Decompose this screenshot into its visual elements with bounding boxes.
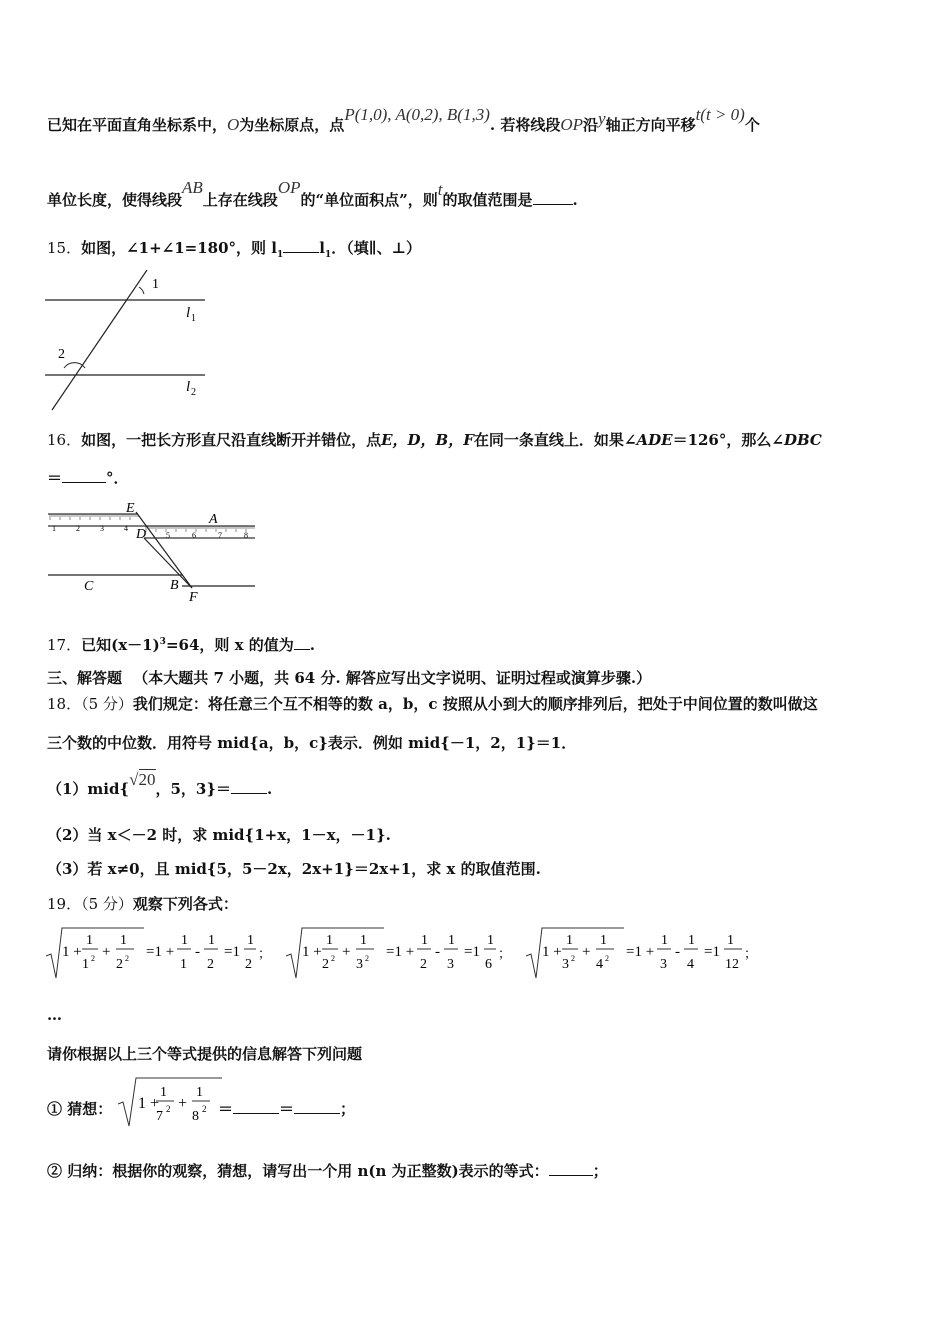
question-number: 19． [47,895,82,913]
q19-part1-blanks [218,1098,355,1119]
q19-prompt [47,1043,362,1064]
term-one: 1 + [542,944,562,960]
section-title: 三、解答题 [47,669,123,687]
question-number: 18． [47,695,82,713]
answer-blank-2[interactable] [294,1099,340,1114]
q15-figure [40,270,220,415]
frac-den: 2 [207,957,214,972]
semicolon: ； [258,946,272,961]
num-1: 1 [160,1085,167,1100]
frac-den: 12 [725,957,739,972]
intro-text: 的取值范围是 [442,191,533,209]
frac-den: 1 [82,957,89,972]
q17-text-c: . [309,636,316,654]
term-one: 1 + [62,944,82,960]
frac-num: 1 [727,933,734,948]
answer-blank[interactable] [294,635,310,650]
q19-prompt-text: 请你根据以上三个等式提供的信息解答下列问题 [47,1045,363,1063]
q18-part3 [47,858,541,879]
plus: + [102,944,111,960]
label-F: F [189,590,198,605]
q15-text-c: ．（填∥、⊥） [331,239,422,257]
intro-text: 上存在线段 [202,191,278,209]
q16-text-line2 [47,467,129,488]
frac-den: 2 [116,957,123,972]
angle1-label: 1 [152,277,159,292]
tick-label: 2 [76,524,80,533]
math-y: y [598,109,606,128]
frac-num: 1 [120,933,127,948]
tick-label: 8 [244,531,248,540]
label-D: D [136,527,147,542]
q18-line2 [47,732,576,753]
equals-result: =1 [464,944,480,960]
answer-blank[interactable] [231,779,267,794]
frac-num: 1 [487,933,494,948]
tick-label: 7 [218,531,222,540]
math-points: P(1,0), A(0,2), B(1,3) [344,105,490,124]
q18-p1-c: . [267,780,273,798]
math-OP: OP [277,178,301,197]
answer-blank[interactable] [549,1161,593,1176]
q18-p2: （2）当 x＜－2 时，求 mid{1+x，1－x，－1}. [47,826,391,844]
q15-text [47,237,421,260]
frac-num: 1 [688,933,695,948]
q16-angle1: ADE [636,431,673,449]
q18-text: 我们规定：将任意三个互不相等的数 a，b，c 按照从小到大的顺序排列后，把处于中间位置的数叫做这 [132,695,818,713]
q18-text: 三个数的中位数．用符号 mid{a，b，c}表示．例如 mid{－1，2，1}＝1． [47,734,577,752]
intro-line-1 [47,105,760,135]
label-A: A [209,512,218,527]
one: 1 + [138,1095,160,1112]
q19-formulas [44,922,784,982]
tick-label: 1 [52,524,56,533]
frac-num: 1 [566,933,573,948]
section-note: （本大题共 7 小题，共 64 分. 解答应写出文字说明、证明过程或演算步骤.） [133,669,652,687]
question-score: （5 分） [81,695,133,713]
label-C: C [84,579,94,594]
q15-text-a: 如图，∠1+∠1=180°，则 l [81,239,277,257]
equals-one-plus: =1 + [626,944,655,960]
intro-text: 为坐标原点，点 [239,116,345,134]
q19-part2 [47,1160,608,1181]
q16-text-b: 在同一条直线上．如果∠ [473,431,637,449]
q16-text-a: 如图，一把长方形直尺沿直线断开并错位，点 [81,431,382,449]
q18-p1-a: （1）mid{ [47,780,130,798]
equals-result: =1 [224,944,240,960]
question-number: 15． [47,239,82,257]
q19-p2-text: ② 归纳：根据你的观察，猜想，请写出一个用 n(n 为正整数)表示的等式： [47,1162,549,1180]
intro-text: . [572,191,578,209]
q18-part1 [47,770,273,799]
exp-2: 2 [166,1104,171,1114]
sqrt-20: √20 [129,770,156,789]
semicolon: ； [340,1100,356,1118]
subscript: 1 [324,250,332,260]
q18-part2 [47,824,391,845]
plus: + [342,944,351,960]
frac-den: 4 [687,957,694,972]
exp: 2 [571,954,575,963]
q19-title-text: 观察下列各式： [132,895,238,913]
frac-num: 1 [360,933,367,948]
q16-points: E，D，B，F [381,431,474,449]
answer-blank[interactable] [283,238,319,253]
radicand: 20 [138,770,156,789]
label-E: E [126,501,135,516]
tick-label: 3 [100,524,104,533]
answer-blank-1[interactable] [233,1099,279,1114]
tick-label: 5 [166,531,170,540]
den-7: 7 [156,1109,163,1124]
frac-num: 1 [326,933,333,948]
intro-text: 个 [744,116,760,134]
math-AB: AB [182,178,203,197]
formula-group [46,928,757,978]
exp: 2 [365,954,369,963]
q19-p1-label: ① 猜想： [47,1100,113,1118]
answer-blank[interactable] [533,190,573,205]
q18-line1 [47,693,818,714]
q16-figure [46,500,258,605]
q17-text-a: 已知(x－1) [81,636,160,654]
answer-blank[interactable] [62,468,106,483]
intro-text: 轴正方向平移 [605,116,696,134]
ruler-ticks-left [50,514,138,533]
q16-text-c: ＝126°，那么∠ [672,431,784,449]
frac-num: 1 [448,933,455,948]
math-O: O [227,115,240,134]
frac-den: 4 [596,957,603,972]
q19-ellipsis [47,1006,62,1024]
equals-one-plus: =1 + [146,944,175,960]
transversal [52,270,147,410]
equals-one-plus: =1 + [386,944,415,960]
angle2-arc [64,363,85,368]
superscript: 3 [159,637,166,647]
frac-num: 1 [208,933,215,948]
frac-den: 3 [447,957,454,972]
term-one: 1 + [302,944,322,960]
q18-p3: （3）若 x≠0，且 mid{5，5－2x，2x+1}＝2x+1，求 x 的取值范围. [47,860,541,878]
intro-line-2 [47,178,578,210]
plus: + [582,944,591,960]
q16-text-line1 [47,429,822,450]
l1-label: l [186,305,191,321]
q19-p2-end: ； [592,1162,608,1180]
q17-text [47,634,315,655]
frac-den: 2 [322,957,329,972]
frac-num: 1 [247,933,254,948]
semicolon: ； [498,946,512,961]
minus: - [435,944,440,960]
den-8: 8 [192,1109,199,1124]
semicolon: ； [744,946,758,961]
math-t-cond: t(t > 0) [695,105,745,124]
q19-guess-formula [114,1074,224,1130]
plus: + [178,1095,188,1112]
exp: 2 [331,954,335,963]
intro-text: 的“单位面积点”，则 [300,191,438,209]
num-1b: 1 [196,1085,203,1100]
intro-text: 单位长度，使得线段 [47,191,183,209]
q17-text-b: =64，则 x 的值为 [165,636,294,654]
frac-den: 1 [180,957,187,972]
question-score: （5 分） [81,895,133,913]
frac-den: 3 [562,957,569,972]
q15-text-b: l [319,239,325,257]
tick-label: 4 [124,524,128,533]
radical-sign [46,928,144,978]
q16-eq: ＝ [47,469,63,487]
intro-text: 沿 [583,116,599,134]
frac-num: 1 [600,933,607,948]
frac-num: 1 [86,933,93,948]
minus: - [675,944,680,960]
l1-sub: 1 [191,313,196,324]
exp: 2 [125,954,129,963]
q16-angle2: DBC [783,431,822,449]
tick-label: 6 [192,531,196,540]
math-t: t [437,180,443,199]
radical-sign [118,1078,222,1126]
break-line [136,512,192,588]
q19-title [47,893,238,914]
ellipsis: … [47,1006,62,1024]
section-3-header [47,667,651,688]
subscript: 1 [276,250,284,260]
equals-result: =1 [704,944,720,960]
radical-sign [286,928,384,978]
exp: 2 [605,954,609,963]
exp: 2 [91,954,95,963]
intro-text: . 若将线段 [489,116,561,134]
frac-den: 2 [245,957,252,972]
l2-sub: 2 [191,387,196,398]
equals: ＝ [218,1100,234,1118]
intro-text: 已知在平面直角坐标系中， [47,116,228,134]
label-B: B [170,578,179,593]
question-number: 16． [47,431,82,449]
angle1-arc [139,287,144,294]
minus: - [195,944,200,960]
equals: ＝ [279,1100,295,1118]
frac-num: 1 [181,933,188,948]
frac-num: 1 [421,933,428,948]
frac-den: 3 [356,957,363,972]
math-OP: OP [560,115,583,134]
angle2-label: 2 [58,347,65,362]
frac-num: 1 [661,933,668,948]
q18-p1-b: ，5，3}＝ [155,780,232,798]
radical-sign [526,928,624,978]
frac-den: 6 [485,957,492,972]
break-line-lower [144,538,192,588]
exp-2b: 2 [202,1104,207,1114]
question-number: 17． [47,636,82,654]
frac-den: 3 [660,957,667,972]
frac-den: 2 [420,957,427,972]
q16-end: °． [106,469,129,487]
q19-part1 [47,1098,112,1119]
l2-label: l [186,379,191,395]
